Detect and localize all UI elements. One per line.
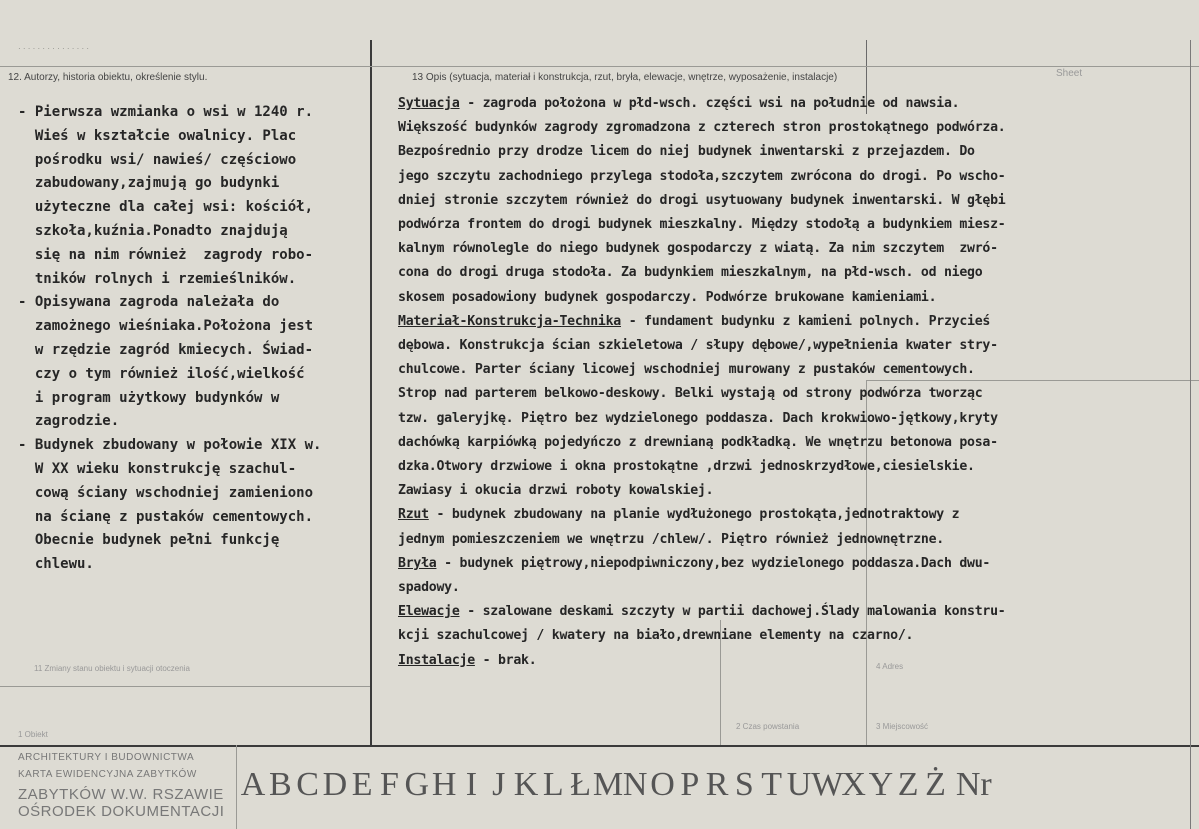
description-line xyxy=(398,362,975,377)
section-heading: Bryła xyxy=(398,555,437,571)
alphabet-letter: D xyxy=(322,766,348,803)
description-line xyxy=(398,96,959,111)
history-line: Obecnie budynek pełni funkcję xyxy=(18,532,280,549)
description-line xyxy=(398,314,990,329)
description-line xyxy=(398,653,536,668)
description-line xyxy=(398,120,1005,135)
description-line xyxy=(398,628,913,643)
history-line: czy o tym również ilość,wielkość xyxy=(18,365,305,382)
alphabet-letter: H xyxy=(431,766,457,803)
description-text-span: - szalowane deskami szczyty w partii dachowej.Ślady malowania konstru- xyxy=(459,604,1006,620)
history-line: pośrodku wsi/ nawieś/ częściowo xyxy=(18,151,297,168)
alphabet-letter: J xyxy=(492,766,506,803)
history-line: tników rolnych i rzemieślników. xyxy=(18,270,297,287)
description-text-span: tzw. galeryjkę. Piętro bez wydzielonego poddasza. Dach krokwiowo-jętkowy,kryty xyxy=(398,410,998,426)
field13-header: 13 Opis (sytuacja, materiał i konstrukcja, rzut, bryła, elewacje, wnętrze, wyposażenie, instalacje) xyxy=(412,72,838,83)
description-text-span: - brak. xyxy=(474,652,537,668)
alphabet-letter: L xyxy=(542,766,564,803)
history-line: się na nim również zagrody robo- xyxy=(18,246,314,263)
description-text-span: - zagroda położona w płd-wsch. części wsi na południe od nawsia. xyxy=(459,96,960,111)
description-line xyxy=(398,338,998,353)
section-heading: Elewacje xyxy=(398,604,460,620)
faint-top-text: · · · · · · · · · · · · · · · xyxy=(18,44,90,53)
alphabet-letter: K xyxy=(513,766,539,803)
alphabet-letter: E xyxy=(351,766,373,803)
history-line: - Budynek zbudowany w połowie XIX w. xyxy=(18,437,322,454)
alphabet-letter: M xyxy=(592,766,624,803)
description-text-span: dniej stronie szczytem również do drogi usytuowany budynek inwentarski. W głębi xyxy=(398,192,1006,208)
description-line xyxy=(398,580,460,595)
description-text-span: - budynek piętrowy,niepodpiwniczony,bez wydzielonego poddasza.Dach dwu- xyxy=(436,555,991,571)
alphabet-letter: B xyxy=(268,766,292,803)
description-text-span: Większość budynków zagrody zgromadzona z czterech stron prostokątnego podwórza. xyxy=(398,120,1006,136)
field11-header: 11 Zmiany stanu obiektu i sytuacji otoczenia xyxy=(34,664,190,673)
history-line: zagrodzie. xyxy=(18,413,120,430)
stamp-line: KARTA EWIDENCYJNA ZABYTKÓW xyxy=(18,769,197,780)
description-text-span: spadowy. xyxy=(398,580,460,595)
history-line: W XX wieku konstrukcję szachul- xyxy=(18,461,297,477)
alphabet-letter: X xyxy=(841,766,866,803)
description-line xyxy=(398,459,975,474)
description-text-span: podwórza frontem do drogi budynek mieszkalny. Między stodołą a budynkiem miesz- xyxy=(398,217,1006,232)
description-line xyxy=(398,507,959,522)
description-line xyxy=(398,217,1005,232)
alphabet-letter: A xyxy=(240,766,266,803)
stamp-line: OŚRODEK DOKUMENTACJI xyxy=(18,803,225,820)
description-line xyxy=(398,556,990,571)
right-edge xyxy=(1190,40,1191,829)
description-line xyxy=(398,483,713,498)
description-line xyxy=(398,241,998,256)
alphabet-letter: R xyxy=(705,766,729,803)
description-text-span: skosem posadowiony budynek gospodarczy. Podwórze brukowane kamieniami. xyxy=(398,289,937,305)
description-text-span: kcji szachulcowej / kwatery na biało,drewniane elementy na czarno/. xyxy=(398,628,914,644)
alphabet-letter: G xyxy=(404,766,430,803)
field1-header: 1 Obiekt xyxy=(18,730,48,739)
alphabet-number-label: Nr xyxy=(955,766,992,803)
history-line: zamożnego wieśniaka.Położona jest xyxy=(18,318,314,335)
description-line xyxy=(398,144,975,159)
description-text-span: - fundament budynku z kamieni polnych. Przycieś xyxy=(621,313,991,329)
alphabet-letter: F xyxy=(380,766,399,803)
description-text-span: Zawiasy i okucia drzwi roboty kowalskiej. xyxy=(398,483,714,499)
alphabet-letter: Ż xyxy=(925,766,946,803)
field4-header: 4 Adres xyxy=(876,662,904,671)
description-line xyxy=(398,169,1005,184)
section-heading: Materiał-Konstrukcja-Technika xyxy=(398,313,621,329)
alphabet-letter: I xyxy=(465,766,478,803)
stamp-line: ZABYTKÓW W.W. RSZAWIE xyxy=(18,786,224,803)
field3-header: 3 Miejscowość xyxy=(876,722,929,731)
history-line: - Opisywana zagroda należała do xyxy=(18,294,280,311)
alphabet-letter: T xyxy=(761,766,783,803)
history-line: Wieś w kształcie owalnicy. Plac xyxy=(18,127,297,144)
field2-header: 2 Czas powstania xyxy=(736,722,800,731)
section-heading: Sytuacja xyxy=(398,96,460,111)
address-rule xyxy=(866,380,1199,381)
description-text-span: - budynek zbudowany na planie wydłużonego prostokąta,jednotraktowy z xyxy=(428,507,960,523)
sheet-label: Sheet xyxy=(1056,68,1083,79)
description-line xyxy=(398,532,944,547)
description-text-span: chulcowe. Parter ściany licowej wschodniej murowany z pustaków cementowych. xyxy=(398,362,975,378)
field11-rule xyxy=(0,686,370,687)
history-line: w rzędzie zagród kmiecych. Świad- xyxy=(18,342,314,358)
history-line: cową ściany wschodniej zamieniono xyxy=(18,484,314,501)
divider-left xyxy=(370,40,372,745)
alphabet-letter: W xyxy=(811,766,844,803)
history-line: chlewu. xyxy=(18,556,94,573)
description-line xyxy=(398,193,1005,208)
description-text-span: Strop nad parterem belkowo-deskowy. Belki wystają od strony podwórza tworząc xyxy=(398,386,983,402)
description-line xyxy=(398,265,982,280)
description-text-span: cona do drogi druga stodoła. Za budynkiem mieszkalnym, na płd-wsch. od niego xyxy=(398,265,983,281)
description-text-span: jednym pomieszczeniem we wnętrzu /chlew/. Piętro również jednownętrzne. xyxy=(398,531,944,547)
description-text-span: Bezpośrednio przy drodze licem do niej budynek inwentarski z przejazdem. Do xyxy=(398,144,975,160)
description-text-span: dachówką karpiówką pojedyńczo z drewnianą podkładką. We wnętrzu betonowa posa- xyxy=(398,434,998,450)
alphabet-letter: Ł xyxy=(570,766,591,803)
description-line xyxy=(398,411,998,426)
description-line xyxy=(398,435,998,450)
alphabet-letter: Y xyxy=(868,766,894,803)
description-text-span: dębowa. Konstrukcja ścian szkieletowa / słupy dębowe/,wypełnienia kwater stry- xyxy=(398,338,998,353)
description-line xyxy=(398,386,982,401)
description-text-span: kalnym równolegle do niego budynek gospodarczy z wiatą. Za nim szczytem zwró- xyxy=(398,241,998,257)
alphabet-letter: N xyxy=(622,766,648,803)
footer-divider xyxy=(236,745,237,829)
alphabet-letter: O xyxy=(650,766,675,803)
history-line: szkoła,kuźnia.Ponadto znajdują xyxy=(18,223,288,239)
section-heading: Instalacje xyxy=(398,652,475,668)
history-line: użyteczne dla całej wsi: kościół, xyxy=(18,199,314,216)
header-rule xyxy=(0,66,1199,67)
history-line: zabudowany,zajmują go budynki xyxy=(18,175,280,192)
description-line xyxy=(398,290,936,305)
alphabet-letter: C xyxy=(296,766,319,803)
description-line xyxy=(398,604,1006,619)
stamp-line: ARCHITEKTURY I BUDOWNICTWA xyxy=(18,752,195,763)
history-line: na ścianę z pustaków cementowych. xyxy=(18,508,314,525)
alphabet-letter: U xyxy=(786,766,812,803)
history-line: i program użytkowy budynków w xyxy=(18,389,280,406)
section-heading: Rzut xyxy=(398,507,429,523)
alphabet-letter: Z xyxy=(897,766,919,803)
description-text-span: jego szczytu zachodniego przylega stodoła,szczytem zwrócona do drogi. Po wscho- xyxy=(398,168,1006,184)
alphabet-letter: S xyxy=(734,766,754,803)
history-line: - Pierwsza wzmianka o wsi w 1240 r. xyxy=(18,104,314,120)
alphabet-letter: P xyxy=(680,766,700,803)
field12-header: 12. Autorzy, historia obiektu, określenie stylu. xyxy=(8,72,208,83)
description-text-span: dzka.Otwory drzwiowe i okna prostokątne ,drzwi jednoskrzydłowe,ciesielskie. xyxy=(398,459,975,474)
